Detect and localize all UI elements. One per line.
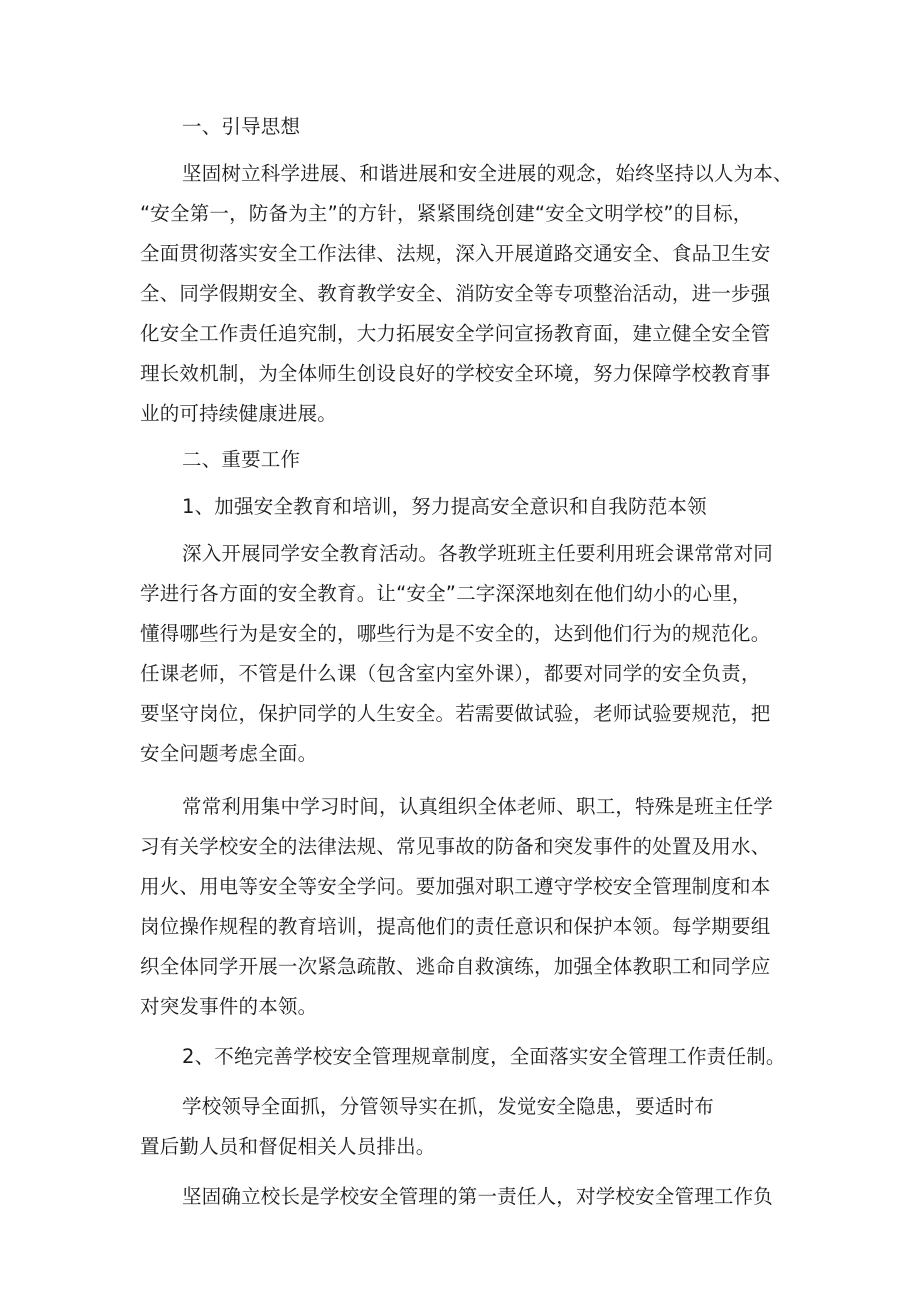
paragraph-line: 深入开展同学安全教育活动。各教学班班主任要利用班会课常常对同 <box>182 542 774 565</box>
paragraph-line: 懂得哪些行为是安全的，哪些行为是不安全的，达到他们行为的规范化。 <box>140 622 771 645</box>
paragraph-line: “安全第一，防备为主”的方针，紧紧围绕创建“安全文明学校”的目标， <box>140 202 753 225</box>
paragraph-line: 全、同学假期安全、教育教学安全、消防安全等专项整治活动，进一步强 <box>140 282 771 305</box>
paragraph-line: 化安全工作责任追究制，大力拓展安全学问宣扬教育面，建立健全安全管 <box>140 322 771 345</box>
item2-title: 2、不绝完善学校安全管理规章制度，全面落实安全管理工作责任制。 <box>182 1045 786 1068</box>
paragraph-line: 要坚守岗位，保护同学的人生安全。若需要做试验，老师试验要规范，把 <box>140 702 771 725</box>
paragraph-line: 坚固确立校长是学校安全管理的第一责任人，对学校安全管理工作负 <box>182 1185 774 1208</box>
paragraph-line: 坚固树立科学进展、和谐进展和安全进展的观念，始终坚持以人为本、 <box>182 162 793 185</box>
paragraph-line: 常常利用集中学习时间，认真组织全体老师、职工，特殊是班主任学 <box>182 795 774 818</box>
paragraph-line: 习有关学校安全的法律法规、常见事故的防备和突发事件的处置及用水、 <box>140 835 771 858</box>
paragraph-line: 安全问题考虑全面。 <box>140 742 318 765</box>
paragraph-line: 岗位操作规程的教育培训，提高他们的责任意识和保护本领。每学期要组 <box>140 915 771 938</box>
paragraph-line: 对突发事件的本领。 <box>140 995 318 1018</box>
paragraph-line: 置后勤人员和督促相关人员排出。 <box>140 1135 436 1158</box>
paragraph-line: 织全体同学开展一次紧急疏散、逃命自救演练，加强全体教职工和同学应 <box>140 955 771 978</box>
section-heading-2: 二、重要工作 <box>182 448 301 471</box>
paragraph-line: 任课老师，不管是什么课（包含室内室外课），都要对同学的安全负责， <box>140 662 761 685</box>
paragraph-line: 理长效机制，为全体师生创设良好的学校安全环境，努力保障学校教育事 <box>140 362 771 385</box>
item1-title: 1、加强安全教育和培训，努力提高安全意识和自我防范本领 <box>182 495 707 518</box>
section-heading-1: 一、引导思想 <box>182 115 301 138</box>
paragraph-line: 业的可持续健康进展。 <box>140 402 338 425</box>
paragraph-line: 全面贯彻落实安全工作法律、法规，深入开展道路交通安全、食品卫生安 <box>140 242 771 265</box>
paragraph-line: 学进行各方面的安全教育。让“安全”二字深深地刻在他们幼小的心里， <box>140 582 752 605</box>
paragraph-line: 用火、用电等安全等安全学问。要加强对职工遵守学校安全管理制度和本 <box>140 875 771 898</box>
paragraph-line: 学校领导全面抓，分管领导实在抓，发觉安全隐患，要适时布 <box>182 1095 714 1118</box>
